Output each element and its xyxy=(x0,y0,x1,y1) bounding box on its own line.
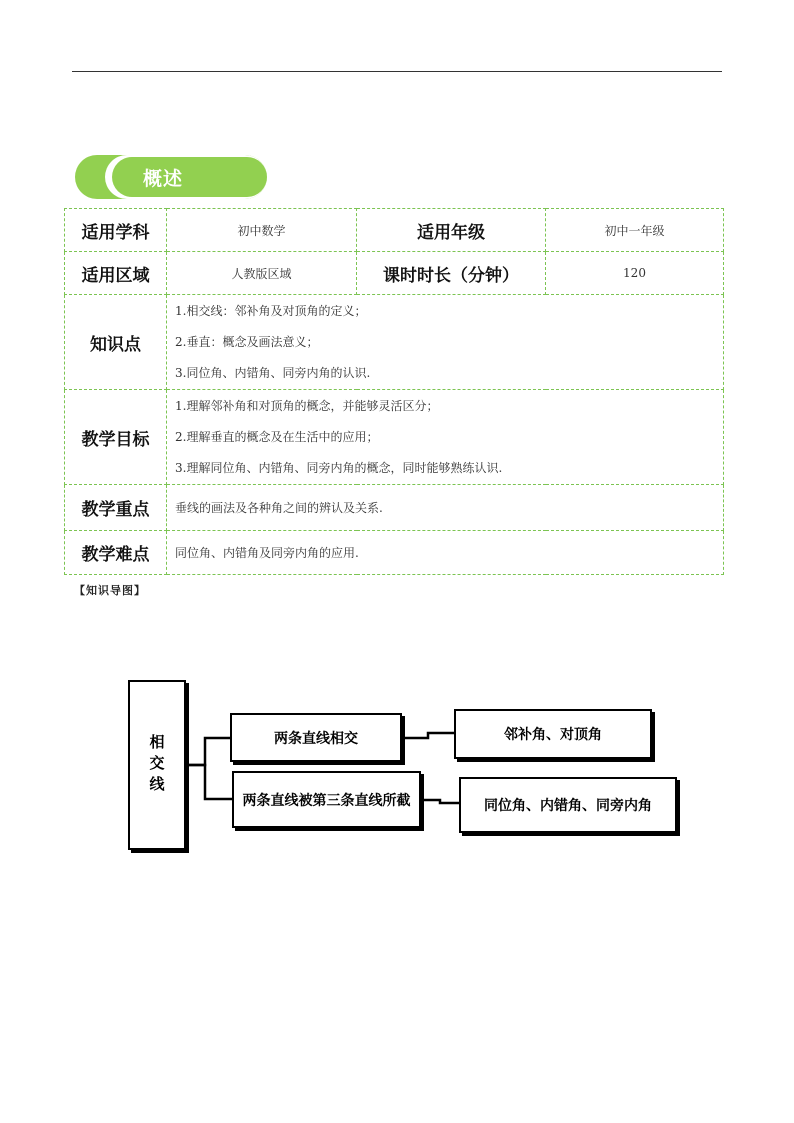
mindmap-leaf-1: 邻补角、对顶角 xyxy=(454,709,652,759)
knowledge-label: 知识点 xyxy=(65,295,167,390)
goal-item: 1.理解邻补角和对顶角的概念，并能够灵活区分； xyxy=(175,398,439,413)
mindmap-leaf-2: 同位角、内错角、同旁内角 xyxy=(459,777,677,833)
connector-root-branch2 xyxy=(186,765,232,799)
duration-value: 120 xyxy=(546,252,724,295)
mindmap-branch-1: 两条直线相交 xyxy=(230,713,402,762)
map-caption: 【知识导图】 xyxy=(74,584,146,597)
region-label: 适用区域 xyxy=(65,252,167,295)
grade-value: 初中一年级 xyxy=(546,209,724,252)
section-title: 概述 xyxy=(143,168,184,190)
mindmap-branch-2: 两条直线被第三条直线所截 xyxy=(232,771,421,828)
connector-branch2-leaf2 xyxy=(421,800,459,803)
knowledge-item: 3.同位角、内错角、同旁内角的认识. xyxy=(175,365,371,380)
region-value: 人教版区域 xyxy=(167,252,357,295)
connector-root-branch1 xyxy=(186,738,230,765)
goal-item: 3.理解同位角、内错角、同旁内角的概念，同时能够熟练认识. xyxy=(175,460,503,475)
grade-label: 适用年级 xyxy=(357,209,546,252)
subject-value: 初中数学 xyxy=(167,209,357,252)
knowledge-item: 1.相交线：邻补角及对顶角的定义； xyxy=(175,303,367,318)
difficulty-label: 教学难点 xyxy=(65,531,167,575)
connector-branch1-leaf1 xyxy=(402,733,454,738)
mindmap-root: 相交线 xyxy=(128,680,186,850)
knowledge-item: 2.垂直：概念及画法意义； xyxy=(175,334,319,349)
focus-label: 教学重点 xyxy=(65,485,167,531)
duration-label: 课时时长（分钟） xyxy=(357,252,546,295)
focus-value: 垂线的画法及各种角之间的辨认及关系. xyxy=(167,485,724,531)
goal-item: 2.理解垂直的概念及在生活中的应用； xyxy=(175,429,379,444)
subject-label: 适用学科 xyxy=(65,209,167,252)
goals-label: 教学目标 xyxy=(65,390,167,485)
difficulty-value: 同位角、内错角及同旁内角的应用. xyxy=(167,531,724,575)
